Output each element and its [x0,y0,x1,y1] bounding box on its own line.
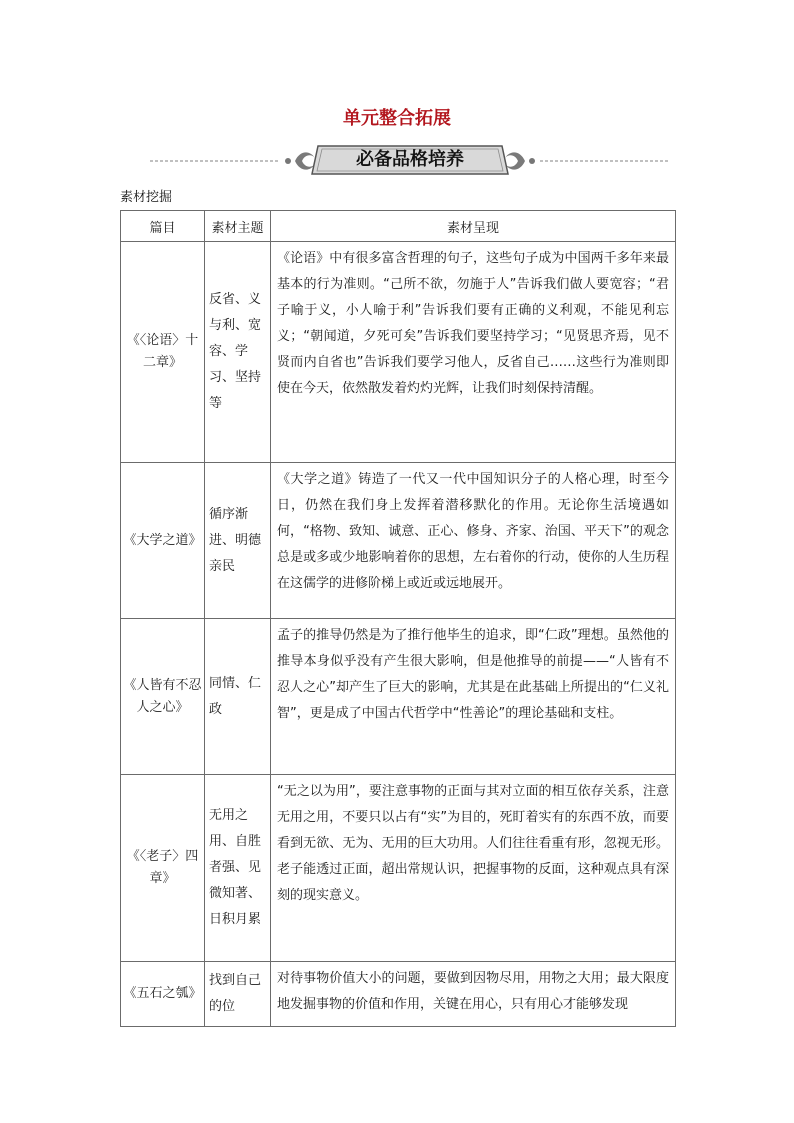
table-row [121,619,676,775]
row-theme: 同情、仁政 [205,619,271,775]
table-row [121,775,676,962]
material-table [120,210,676,1027]
row-title: 《〈论语〉十二章》 [121,242,205,463]
row-title: 《〈老子〉四章》 [121,775,205,962]
row-content: 《论语》中有很多富含哲理的句子，这些句子成为中国两千多年来最基本的行为准则。“己所不欲，勿施于人”告诉我们做人要宽容；“君子喻于义，小人喻于利”告诉我们要有正确的义利观，不能见利忘义；“朝闻道，夕死可矣”告诉我们要坚持学习；“见贤思齐焉，见不贤而内自省也”告诉我们要学习他人，反省自己……这些行为准则即使在今天，依然散发着灼灼光辉，让我们时刻保持清醒。 [271,242,676,463]
section-banner [150,140,670,180]
row-content: 《大学之道》铸造了一代又一代中国知识分子的人格心理，时至今日，仍然在我们身上发挥着潜移默化的作用。无论你生活境遇如何，“格物、致知、诚意、正心、修身、齐家、治国、平天下”的观念总是或多或少地影响着你的思想，左右着你的行动，使你的人生历程在这儒学的进修阶梯上或近或远地展开。 [271,463,676,619]
row-title: 《五石之瓠》 [121,962,205,1027]
header-title: 篇目 [121,211,205,242]
row-content: “无之以为用”，要注意事物的正面与其对立面的相互依存关系，注意无用之用，不要只以占有“实”为目的，死盯着实有的东西不放，而要看到无欲、无为、无用的巨大功用。人们往往看重有形，忽视无形。老子能透过正面，超出常规认识，把握事物的反面，这种观点具有深刻的现实意义。 [271,775,676,962]
row-theme: 循序渐进、明德亲民 [205,463,271,619]
table-row [121,962,676,1027]
banner-label: 必备品格培养 [356,149,464,170]
table-header-row [121,211,676,242]
row-theme: 反省、义与利、宽容、学习、坚持等 [205,242,271,463]
row-title: 《大学之道》 [121,463,205,619]
page-title: 单元整合拓展 [343,108,451,129]
header-theme: 素材主题 [205,211,271,242]
row-theme: 找到自己的位 [205,962,271,1027]
table-row [121,242,676,463]
row-title: 《人皆有不忍人之心》 [121,619,205,775]
header-content: 素材呈现 [271,211,676,242]
table-row [121,463,676,619]
row-theme: 无用之用、自胜者强、见微知著、日积月累 [205,775,271,962]
row-content: 孟子的推导仍然是为了推行他毕生的追求，即“仁政”理想。虽然他的推导本身似乎没有产生很大影响，但是他推导的前提——“人皆有不忍人之心”却产生了巨大的影响，尤其是在此基础上所提出的“仁义礼智”，更是成了中国古代哲学中“性善论”的理论基础和支柱。 [271,619,676,775]
section-label: 素材挖掘 [120,190,173,205]
row-content: 对待事物价值大小的问题，要做到因物尽用，用物之大用；最大限度地发掘事物的价值和作用，关键在用心，只有用心才能够发现 [271,962,676,1027]
